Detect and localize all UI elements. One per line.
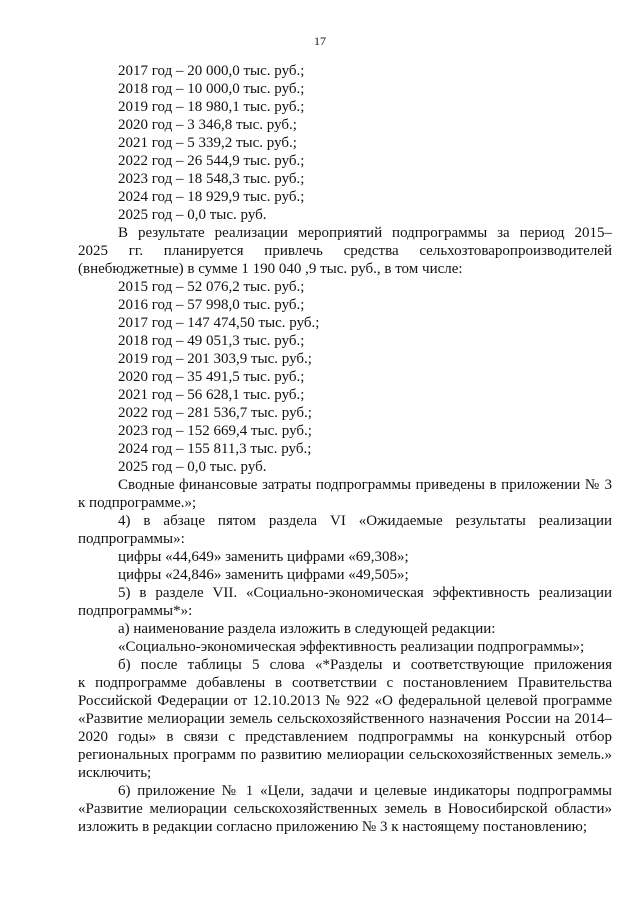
paragraph-line: Российской Федерации от 12.10.2013 № 922 «О федеральной целевой программе: [78, 693, 612, 709]
paragraph-line: цифры «24,846» заменить цифрами «49,505»;: [118, 567, 409, 583]
paragraph-line: «Развитие мелиорации земель сельскохозяйственного назначения России на 2014–: [78, 711, 612, 727]
list-item: 2015 год – 52 076,2 тыс. руб.;: [118, 279, 305, 295]
list-item: 2023 год – 152 669,4 тыс. руб.;: [118, 423, 312, 439]
paragraph-line: подпрограммы*»:: [78, 603, 193, 619]
list-item: 2018 год – 49 051,3 тыс. руб.;: [118, 333, 305, 349]
list-item: 2020 год – 3 346,8 тыс. руб.;: [118, 117, 297, 133]
list-item: 2025 год – 0,0 тыс. руб.: [118, 207, 267, 223]
list-item: 2019 год – 201 303,9 тыс. руб.;: [118, 351, 312, 367]
budget-list-a: [78, 62, 612, 224]
paragraph-line: изложить в редакции согласно приложению № 3 к настоящему постановлению;: [78, 819, 587, 835]
paragraph-line: 2020 годы» в связи с представлением подпрограммы на конкурсный отбор: [78, 729, 612, 745]
list-item: 2024 год – 155 811,3 тыс. руб.;: [118, 441, 312, 457]
list-item: 2025 год – 0,0 тыс. руб.: [118, 459, 267, 475]
list-item: 2017 год – 147 474,50 тыс. руб.;: [118, 315, 320, 331]
budget-list-b: [78, 278, 612, 476]
item-6: [78, 782, 612, 836]
paragraph-summary: [78, 476, 612, 512]
paragraph-line: Сводные финансовые затраты подпрограммы приведены в приложении № 3: [118, 477, 612, 493]
paragraph-line: «Социально-экономическая эффективность реализации подпрограммы»;: [118, 639, 585, 655]
list-item: 2022 год – 281 536,7 тыс. руб.;: [118, 405, 312, 421]
paragraph-result: [78, 224, 612, 278]
paragraph-line: «Развитие мелиорации сельскохозяйственных земель в Новосибирской области»: [78, 801, 612, 817]
page-number: 17: [314, 34, 326, 48]
paragraph-line: (внебюджетные) в сумме 1 190 040 ,9 тыс. руб., в том числе:: [78, 261, 463, 277]
item-4: [78, 512, 612, 548]
paragraph-line: региональных программ по развитию мелиорации сельскохозяйственных земель.»: [78, 747, 612, 763]
list-item: 2017 год – 20 000,0 тыс. руб.;: [118, 63, 305, 79]
paragraph-line: подпрограммы»:: [78, 531, 185, 547]
item-5b: [78, 656, 612, 782]
paragraph-line: а) наименование раздела изложить в следующей редакции:: [118, 621, 496, 637]
list-item: 2024 год – 18 929,9 тыс. руб.;: [118, 189, 305, 205]
list-item: 2018 год – 10 000,0 тыс. руб.;: [118, 81, 305, 97]
paragraph-line: к подпрограмме.»;: [78, 495, 197, 511]
list-item: 2021 год – 56 628,1 тыс. руб.;: [118, 387, 305, 403]
item-5: [78, 584, 612, 620]
list-item: 2022 год – 26 544,9 тыс. руб.;: [118, 153, 305, 169]
list-item: 2023 год – 18 548,3 тыс. руб.;: [118, 171, 305, 187]
paragraph-line: 2025 гг. планируется привлечь средства сельхозтоваропроизводителей: [78, 243, 612, 259]
list-item: 2019 год – 18 980,1 тыс. руб.;: [118, 99, 305, 115]
list-item: 2016 год – 57 998,0 тыс. руб.;: [118, 297, 305, 313]
paragraph-line: В результате реализации мероприятий подпрограммы за период 2015–: [118, 225, 612, 241]
paragraph-line: к подпрограмме добавлены в соответствии с постановлением Правительства: [78, 675, 612, 691]
list-item: 2021 год – 5 339,2 тыс. руб.;: [118, 135, 297, 151]
document-body: [78, 62, 612, 836]
paragraph-line: исключить;: [78, 765, 152, 781]
paragraph-line: 5) в разделе VII. «Социально-экономическая эффективность реализации: [118, 585, 612, 601]
paragraph-line: цифры «44,649» заменить цифрами «69,308»;: [118, 549, 409, 565]
list-item: 2020 год – 35 491,5 тыс. руб.;: [118, 369, 305, 385]
digits-replacements: [78, 548, 612, 584]
paragraph-line: 6) приложение № 1 «Цели, задачи и целевые индикаторы подпрограммы: [118, 783, 612, 799]
item-5a: [78, 620, 612, 656]
paragraph-line: 4) в абзаце пятом раздела VI «Ожидаемые результаты реализации: [118, 513, 612, 529]
paragraph-line: б) после таблицы 5 слова «*Разделы и соответствующие приложения: [118, 657, 612, 673]
